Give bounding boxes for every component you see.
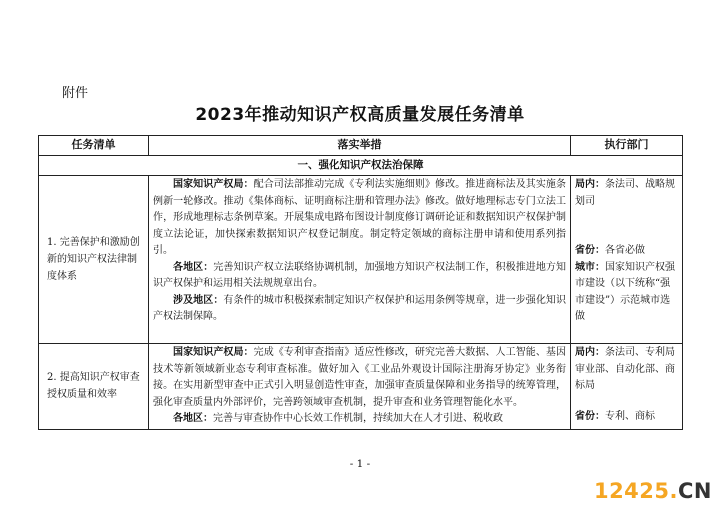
watermark-logo	[594, 479, 712, 503]
table-header-row	[39, 136, 683, 156]
watermark-main: 12425.	[593, 479, 678, 503]
measure-label: 各地区：	[173, 413, 213, 424]
department-cell	[571, 344, 683, 430]
attachment-label: 附件	[62, 86, 89, 101]
measure-text: 有条件的城市积极探索制定知识产权保护和运用条例等规章，进一步强化知识产权法制保障。	[153, 294, 567, 322]
dept-text: 条法司、战略规划司	[575, 179, 675, 207]
measure-text: 完善与审查协作中心长效工作机制，持续加大在人才引进、税收政	[213, 413, 503, 424]
document-title: 2023年推动知识产权高质量发展任务清单	[195, 105, 525, 125]
measure-label: 国家知识产权局：	[173, 347, 254, 358]
table-row	[39, 176, 683, 344]
header-task: 任务清单	[39, 136, 149, 156]
section-title: 一、强化知识产权法治保障	[39, 156, 683, 176]
measure-text: 配合司法部推动完成《专利法实施细则》修改。推进商标法及其实施条例新一轮修改。推动《集体商标、证明商标注册和管理办法》修改。做好地理标志专门立法工作，形成地理标志条例草案。开展集成电路布图设计制度修订调研论证和数据知识产权保护制度立法论证，加快探索数据知识产权登记制度。制定特定领域的商标注册申请和使用系列指引。	[153, 179, 567, 256]
department-cell	[571, 176, 683, 344]
task-cell: 1. 完善保护和激励创新的知识产权法律制度体系	[39, 176, 149, 344]
table-row	[39, 344, 683, 430]
task-cell: 2. 提高知识产权审查授权质量和效率	[39, 344, 149, 430]
dept-text: 条法司、专利局审业部、自动化部、商标局	[575, 347, 675, 391]
measure-label: 国家知识产权局：	[173, 179, 254, 190]
dept-text: 国家知识产权强市建设（以下统称“强市建设”）示范城市选做	[575, 261, 675, 322]
dept-label: 城市：	[575, 261, 605, 273]
measure-label: 各地区：	[173, 261, 214, 273]
measures-cell	[149, 344, 571, 430]
dept-label: 省份：	[575, 411, 605, 422]
dept-label: 局内：	[575, 179, 605, 190]
task-list-table	[38, 135, 683, 430]
measure-text: 完善知识产权立法联络协调机制，加强地方知识产权法制工作，积极推进地方知识产权保护和运用相关法规规章出台。	[153, 261, 567, 289]
measures-cell	[149, 176, 571, 344]
header-measures: 落实举措	[149, 136, 571, 156]
dept-text: 专利、商标	[605, 411, 655, 422]
section-row	[39, 156, 683, 176]
dept-label: 局内：	[575, 347, 605, 358]
page-number: - 1 -	[349, 458, 371, 470]
watermark-tld: CN	[678, 479, 712, 503]
dept-text: 各省必做	[605, 245, 645, 256]
dept-label: 省份：	[575, 245, 605, 256]
header-department: 执行部门	[571, 136, 683, 156]
measure-label: 涉及地区：	[173, 294, 224, 306]
measure-text: 完成《专利审查指南》适应性修改，研究完善大数据、人工智能、基因技术等新领域新业态专利审查标准。做好加入《工业品外观设计国际注册海牙协定》业务衔接。在实用新型审查中正式引入明显创造性审查，加强审查质量保障和业务指导的统筹管理，强化审查质量内外部评价，完善跨领域审查机制，提升审查和业务管理智能化水平。	[153, 347, 567, 408]
